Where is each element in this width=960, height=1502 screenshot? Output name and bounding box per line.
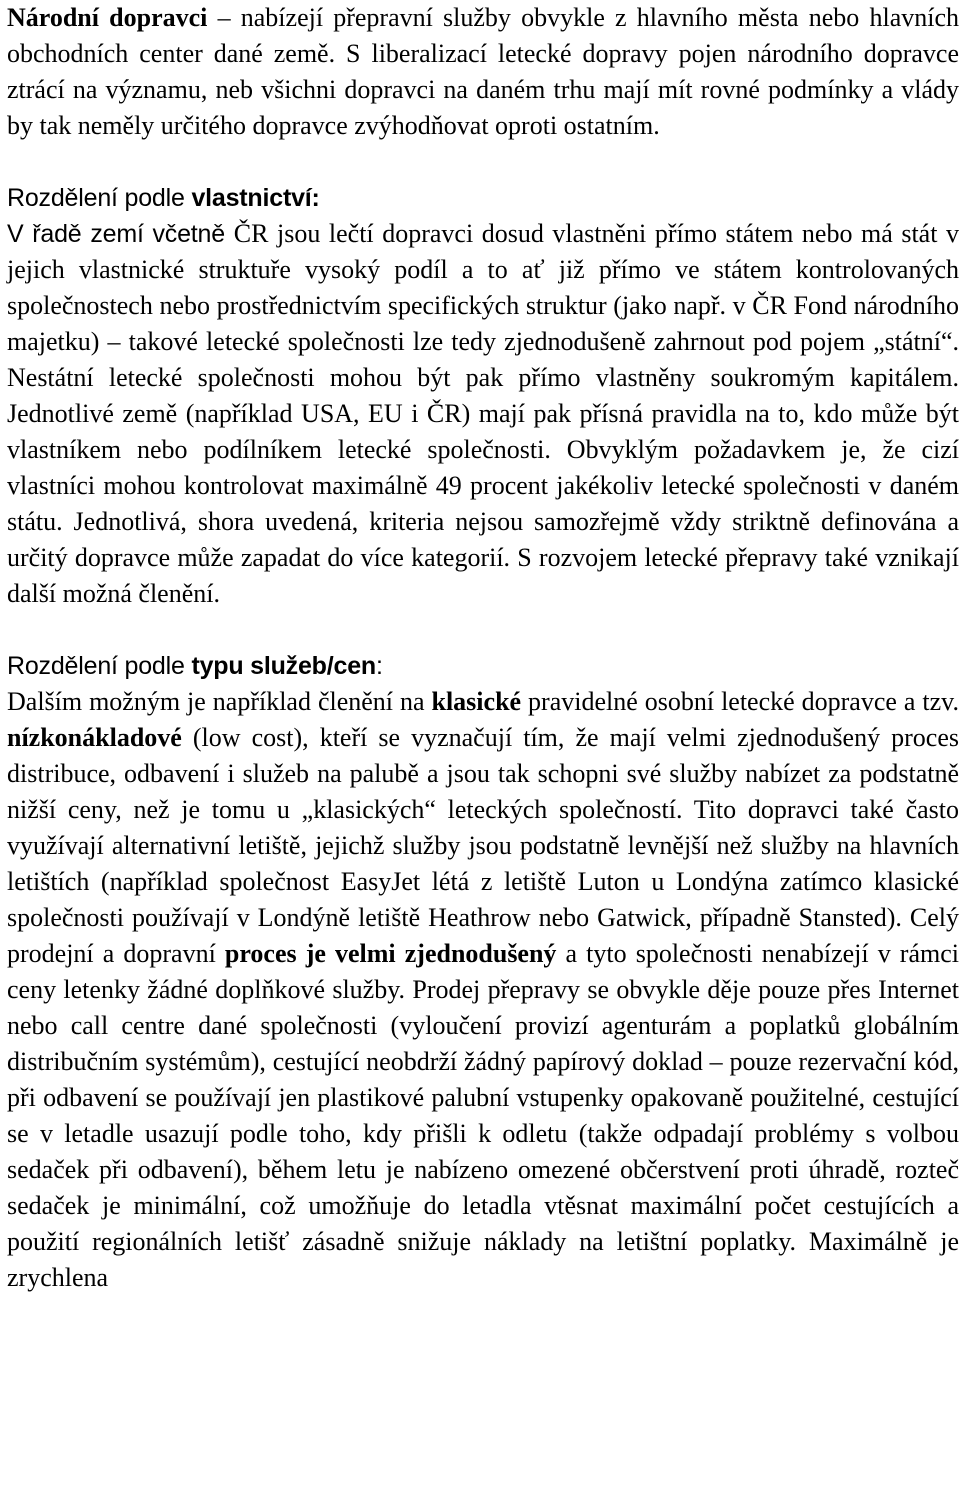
service-heading-bold: typu služeb/cen [191, 652, 376, 680]
ownership-body-lead: V řadě zemí včetně [7, 220, 234, 248]
paragraph-spacer [7, 612, 959, 648]
ownership-paragraph [7, 216, 959, 612]
service-heading-suffix: : [375, 652, 383, 680]
service-text-1: Dalším možným je například členění na [7, 687, 432, 716]
low-cost-term: nízkonákladové [7, 723, 182, 752]
service-text-4: a tyto společnosti nenabízejí v rámci ceny letenky žádné doplňkové služby. Prodej přepravy se obvykle děje pouze přes Internet nebo call centre dané společnosti (vyloučení provizí agenturám a poplatků globálním distribučním systémům), cestující neobdrží žádný papírový doklad – pouze rezervační kód, při odbavení se používají jen plastikové palubní vstupenky opakovaně použitelné, cestující se v letadle usazují podle toho, kdy přišli k odletu (takže odpadají problémy s volbou sedaček při odbavení), během letu je nabízeno omezené občerstvení proti úhradě, rozteč sedaček je minimální, což umožňuje do letadla vtěsnat maximální počet cestujících a použití regionálních letišť zásadně snižuje náklady na letištní poplatky. Maximálně je zrychlena [7, 939, 959, 1292]
service-heading-prefix: Rozdělení podle [7, 652, 192, 680]
national-carriers-term: Národní dopravci [7, 3, 208, 32]
ownership-heading-bold: vlastnictví: [191, 184, 320, 212]
service-type-paragraph [7, 684, 959, 1296]
classic-term: klasické [431, 687, 522, 716]
national-carriers-text: – nabízejí přepravní služby obvykle z hlavního města nebo hlavních obchodních center dané země. S liberalizací letecké dopravy pojen národního dopravce ztrácí na významu, neb všichni dopravci na daném trhu mají mít rovné podmínky a vlády by tak neměly určitého dopravce zvýhodňovat oproti ostatním. [7, 3, 960, 140]
simplified-process-term: proces je velmi zjednodušený [224, 939, 557, 968]
national-carriers-paragraph [7, 0, 959, 144]
ownership-body: ČR jsou lečtí dopravci dosud vlastněni přímo státem nebo má stát v jejich vlastnické struktuře vysoký podíl a to ať již přímo ve státem kontrolovaných společnostech nebo prostřednictvím specifických struktur (jako např. v ČR Fond národního majetku) – takové letecké společnosti lze tedy zjednodušeně zahrnout pod pojem „státní“. Nestátní letecké společnosti mohou být pak přímo vlastněny soukromým kapitálem. Jednotlivé země (například USA, EU i ČR) mají pak přísná pravidla na to, kdo může být vlastníkem nebo podílníkem letecké společnosti. Obvyklým požadavkem je, že cizí vlastníci mohou kontrolovat maximálně 49 procent jakékoliv letecké společnosti v daném státu. Jednotlivá, shora uvedená, kriteria nejsou samozřejmě vždy striktně definována a určitý dopravce může zapadat do více kategorií. S rozvojem letecké přepravy také vznikají další možná členění. [7, 219, 960, 608]
paragraph-spacer [7, 144, 959, 180]
service-text-2: pravidelné osobní letecké dopravce a tzv. [521, 687, 959, 716]
service-type-heading [7, 648, 959, 684]
ownership-heading [7, 180, 959, 216]
service-text-3: (low cost), kteří se vyznačují tím, že mají velmi zjednodušený proces distribuce, odbavení i služeb na palubě a jsou tak schopni své služby nabízet za podstatně nižší ceny, než je tomu u „klasických“ leteckých společností. Tito dopravci také často využívají alternativní letiště, jejichž služby jsou podstatně levnější než služby na hlavních letištích (například společnost EasyJet létá z letiště Luton u Londýna zatímco klasické společnosti používají v Londýně letiště Heathrow nebo Gatwick, případně Stansted). Celý prodejní a dopravní [7, 723, 959, 968]
ownership-heading-prefix: Rozdělení podle [7, 184, 192, 212]
document-page [7, 0, 959, 1296]
